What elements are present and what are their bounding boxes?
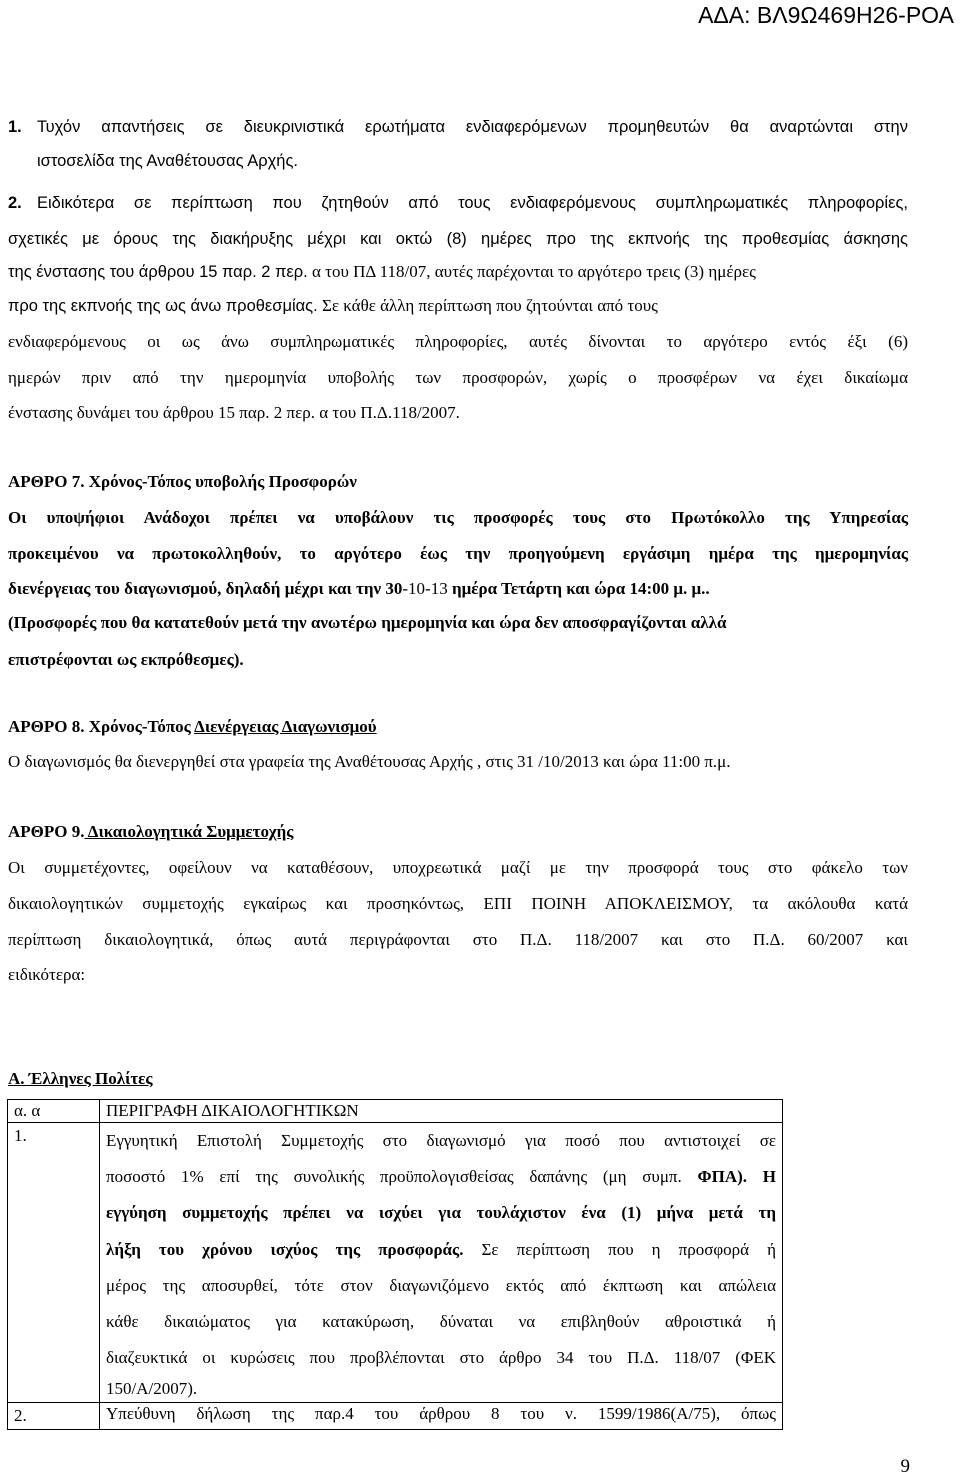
article9-title: Δικαιολογητικά Συμμετοχής <box>84 822 294 841</box>
row1-line-2a: ποσοστό 1% επί της συνολικής προϋπολογισθείσας δαπάνης (μη συμπ. <box>106 1167 698 1187</box>
row1-line-7: διαζευκτικά οι κυρώσεις που προβλέπονται στο άρθρο 34 του Π.Δ. 118/07 (ΦΕΚ <box>106 1348 776 1368</box>
article7-note-1: (Προσφορές που θα κατατεθούν μετά την ανωτέρω ημερομηνία και ώρα δεν αποσφραγίζονται αλλά <box>8 613 727 632</box>
item2-line-4a: προ της εκπνοής της ως άνω προθεσμίας. <box>8 297 318 315</box>
article7-line-3c: ημέρα Τετάρτη και ώρα 14:00 μ. μ.. <box>447 579 710 598</box>
article9-label: ΑΡΘΡΟ 9. <box>8 822 85 841</box>
article9-line-1: Οι συμμετέχοντες, οφείλουν να καταθέσουν, υποχρεωτικά μαζί με την προσφορά τους στο φάκελο των <box>8 858 908 877</box>
article7-line-1: Οι υποψήφιοι Ανάδοχοι πρέπει να υποβάλουν τις προσφορές τους στο Πρωτόκολλο της Υπηρεσίας <box>8 508 908 527</box>
item2-line-3 <box>8 262 908 282</box>
article9-line-2: δικαιολογητικών συμμετοχής εγκαίρως και προσηκόντως, ΕΠΙ ΠΟΙΝΗ ΑΠΟΚΛΕΙΣΜΟΥ, τα ακόλουθα κατά <box>8 894 908 913</box>
section-a-title: Α. Έλληνες Πολίτες <box>8 1069 153 1088</box>
item2-line-6: ημερών πριν από την ημερομηνία υποβολής των προσφορών, χωρίς ο προσφέρων να έχει δικαίωμα <box>8 368 908 387</box>
article7-line-2: προκειμένου να πρωτοκολληθούν, το αργότερο έως την προηγούμενη εργάσιμη ημέρα της ημερομηνίας <box>8 544 908 563</box>
row1-line-3: εγγύηση συμμετοχής πρέπει να ισχύει για τουλάχιστον ένα (1) μήνα μετά τη <box>106 1203 776 1223</box>
row2-line-1: Υπεύθυνη δήλωση της παρ.4 του άρθρου 8 του ν. 1599/1986(Α/75), όπως <box>106 1404 776 1424</box>
table-row-number: 2. <box>8 1403 100 1430</box>
row1-line-5: μέρος της αποσυρθεί, τότε στον διαγωνιζόμενο εκτός από έκπτωση και απώλεια <box>106 1275 776 1295</box>
table-row <box>8 1403 783 1430</box>
row1-line-2 <box>106 1159 776 1195</box>
table-row-number: 1. <box>8 1123 100 1403</box>
article8-title-prefix: Χρόνος-Τόπος <box>84 717 195 736</box>
item2-line-3a: της ένστασης του άρθρου 15 παρ. 2 περ. <box>8 263 308 281</box>
article7-heading <box>8 472 908 492</box>
ada-code: ΑΔΑ: ΒΛ9Ω469Η26-ΡΟΑ <box>698 2 954 28</box>
article7-line-3a: διενέργειας του διαγωνισμού, δηλαδή μέχρι και την 30 <box>8 579 403 598</box>
article7-line-3 <box>8 579 908 599</box>
article8-title-underlined: Διενέργειας Διαγωνισμού <box>194 717 377 736</box>
table-header-row <box>8 1100 783 1123</box>
article7-title: Χρόνος-Τόπος υποβολής Προσφορών <box>84 472 357 491</box>
table-row-description <box>100 1403 783 1430</box>
item1-line-1: Τυχόν απαντήσεις σε διευκρινιστικά ερωτήματα ενδιαφερόμενων προμηθευτών θα αναρτώνται στην <box>37 118 908 136</box>
table-row <box>8 1123 783 1403</box>
article9-line-3: περίπτωση δικαιολογητικά, όπως αυτά περιγράφονται στο Π.Δ. 118/2007 και στο Π.Δ. 60/2007 και <box>8 930 908 949</box>
article7-line-3b: -10-13 <box>402 579 448 598</box>
table-header-col1: α. α <box>8 1100 100 1123</box>
article7-note-2: επιστρέφονται ως εκπρόθεσμες). <box>8 650 244 669</box>
item2-line-7: ένστασης δυνάμει του άρθρου 15 παρ. 2 περ. α του Π.Δ.118/2007. <box>8 403 460 422</box>
item1-line-2: ιστοσελίδα της Αναθέτουσας Αρχής. <box>37 152 299 170</box>
page-number: 9 <box>900 1456 910 1477</box>
item2-line-4 <box>8 296 908 316</box>
row1-line-6: κάθε δικαιώματος για κατακύρωση, δύναται να επιβληθούν αθροιστικά ή <box>106 1312 776 1332</box>
item2-line-1: Ειδικότερα σε περίπτωση που ζητηθούν από τους ενδιαφερόμενους συμπληρωματικές πληροφορίες, <box>37 194 908 212</box>
row1-line-8: 150/Α/2007). <box>106 1379 198 1399</box>
row1-line-2b: ΦΠΑ). Η <box>697 1167 776 1187</box>
list-number-1: 1. <box>8 118 22 136</box>
table-header-col2: ΠΕΡΙΓΡΑΦΗ ΔΙΚΑΙΟΛΟΓΗΤΙΚΩΝ <box>100 1100 783 1123</box>
item2-line-3b: α του ΠΔ 118/07, αυτές παρέχονται το αργότερο τρεις (3) ημέρες <box>307 262 756 281</box>
row1-line-4b: Σε περίπτωση που η προσφορά ή <box>463 1239 776 1259</box>
list-number-2: 2. <box>8 194 22 212</box>
item2-line-4b: Σε κάθε άλλη περίπτωση που ζητούνται από τους <box>317 296 658 315</box>
article9-heading <box>8 822 908 842</box>
table-row-description <box>100 1123 783 1403</box>
article9-line-4: ειδικότερα: <box>8 965 86 984</box>
article8-label: ΑΡΘΡΟ 8. <box>8 717 85 736</box>
item2-line-2: σχετικές με όρους της διακήρυξης μέχρι και οκτώ (8) ημέρες προ της εκπνοής της προθεσμίας άσκησης <box>8 230 908 248</box>
article8-line: Ο διαγωνισμός θα διενεργηθεί στα γραφεία της Αναθέτουσας Αρχής , στις 31 /10/2013 και ώρα 11:00 π.μ. <box>8 752 731 771</box>
row1-line-1: Εγγυητική Επιστολή Συμμετοχής στο διαγωνισμό για ποσό που αντιστοιχεί σε <box>106 1131 776 1150</box>
item2-line-5: ενδιαφερόμενους οι ως άνω συμπληρωματικές πληροφορίες, αυτές δίνονται το αργότερο εντός έξι (6) <box>8 332 908 351</box>
documents-table <box>7 1099 783 1430</box>
row1-line-4 <box>106 1232 776 1268</box>
article7-label: ΑΡΘΡΟ 7. <box>8 472 85 491</box>
row1-line-4a: λήξη του χρόνου ισχύος της προσφοράς. <box>106 1239 464 1259</box>
article8-heading <box>8 717 908 737</box>
